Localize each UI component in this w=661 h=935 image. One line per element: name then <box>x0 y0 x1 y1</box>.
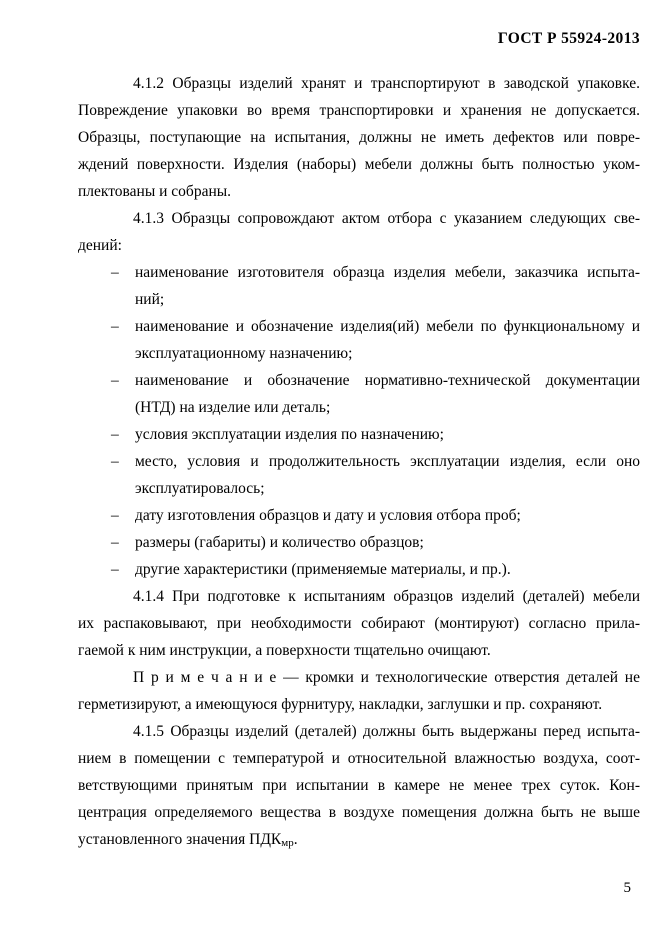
list-item <box>78 502 640 529</box>
text-line: (НТД) на изделие или деталь; <box>135 399 331 416</box>
list-item <box>78 529 640 556</box>
paragraph-4-1-4 <box>78 583 640 664</box>
text-line: другие характеристики (применяемые материалы, и пр.). <box>135 561 511 578</box>
list-item-dash-marker: – <box>111 561 119 578</box>
text-line: эксплуатационному назначению; <box>135 345 353 362</box>
subscript-text: мр <box>281 837 294 849</box>
text-line: эксплуатировалось; <box>135 480 265 497</box>
list-item-dash-marker: – <box>111 318 119 335</box>
text-line: ждений поверхности. Изделия (наборы) мебели должны быть полностью уком- <box>78 156 640 173</box>
list-item-dash-marker: – <box>111 453 119 470</box>
text-line <box>78 826 640 853</box>
text-line: наименование и обозначение изделия(ий) мебели по функциональному и <box>135 318 640 335</box>
doc-number-header: ГОСТ Р 55924-2013 <box>497 30 640 47</box>
text-segment: установленного значения ПДК <box>78 831 282 848</box>
text-line: плектованы и собраны. <box>78 183 232 200</box>
text-line: Повреждение упаковки во время транспортировки и хранения не допускается. <box>78 102 640 119</box>
text-segment: . <box>293 831 298 848</box>
list-item-dash-marker: – <box>111 507 119 524</box>
text-line: наименование и обозначение нормативно-технической документации <box>135 372 640 389</box>
page-number: 5 <box>623 880 631 896</box>
text-line: 4.1.2 Образцы изделий хранят и транспортируют в заводской упаковке. <box>133 75 640 92</box>
paragraph-4-1-2 <box>78 70 640 205</box>
sampling-act-details-list <box>78 259 640 583</box>
list-item <box>78 313 640 367</box>
list-item <box>78 421 640 448</box>
text-line: дату изготовления образцов и дату и условия отбора проб; <box>135 507 521 524</box>
text-line: размеры (габариты) и количество образцов; <box>135 534 424 551</box>
list-item-dash-marker: – <box>111 426 119 443</box>
list-item <box>78 367 640 421</box>
text-line: ветствующими принятым при испытании в камере не менее трех суток. Кон- <box>78 777 640 794</box>
paragraph-4-1-5 <box>78 718 640 853</box>
text-line: нием в помещении с температурой и относительной влажностью воздуха, соот- <box>78 750 640 767</box>
text-line: наименование изготовителя образца изделия мебели, заказчика испыта- <box>135 264 640 281</box>
text-line: П р и м е ч а н и е — кромки и технологические отверстия деталей не <box>133 669 640 686</box>
text-line: гаемой к ним инструкции, а поверхности тщательно очищают. <box>78 642 491 659</box>
text-line: Образцы, поступающие на испытания, должны не иметь дефектов или повре- <box>78 129 640 146</box>
text-line: 4.1.4 При подготовке к испытаниям образцов изделий (деталей) мебели <box>133 588 640 605</box>
list-item <box>78 259 640 313</box>
list-item <box>78 556 640 583</box>
list-item-dash-marker: – <box>111 372 119 389</box>
text-line: герметизируют, а имеющуюся фурнитуру, накладки, заглушки и пр. сохраняют. <box>78 696 603 713</box>
text-line: их распаковывают, при необходимости собирают (монтируют) согласно прила- <box>78 615 640 632</box>
text-line: ний; <box>135 291 165 308</box>
text-line: 4.1.3 Образцы сопровождают актом отбора с указанием следующих све- <box>133 210 640 227</box>
text-line: 4.1.5 Образцы изделий (деталей) должны быть выдержаны перед испыта- <box>133 723 640 740</box>
list-item <box>78 448 640 502</box>
text-line: центрация определяемого вещества в воздухе помещения должна быть не выше <box>78 804 640 821</box>
document-body <box>78 70 640 853</box>
list-item-dash-marker: – <box>111 534 119 551</box>
note-paragraph <box>78 664 640 718</box>
list-item-dash-marker: – <box>111 264 119 281</box>
text-line: условия эксплуатации изделия по назначению; <box>135 426 444 443</box>
text-line: место, условия и продолжительность эксплуатации изделия, если оно <box>135 453 640 470</box>
text-line: дений: <box>78 237 122 254</box>
paragraph-4-1-3 <box>78 205 640 259</box>
